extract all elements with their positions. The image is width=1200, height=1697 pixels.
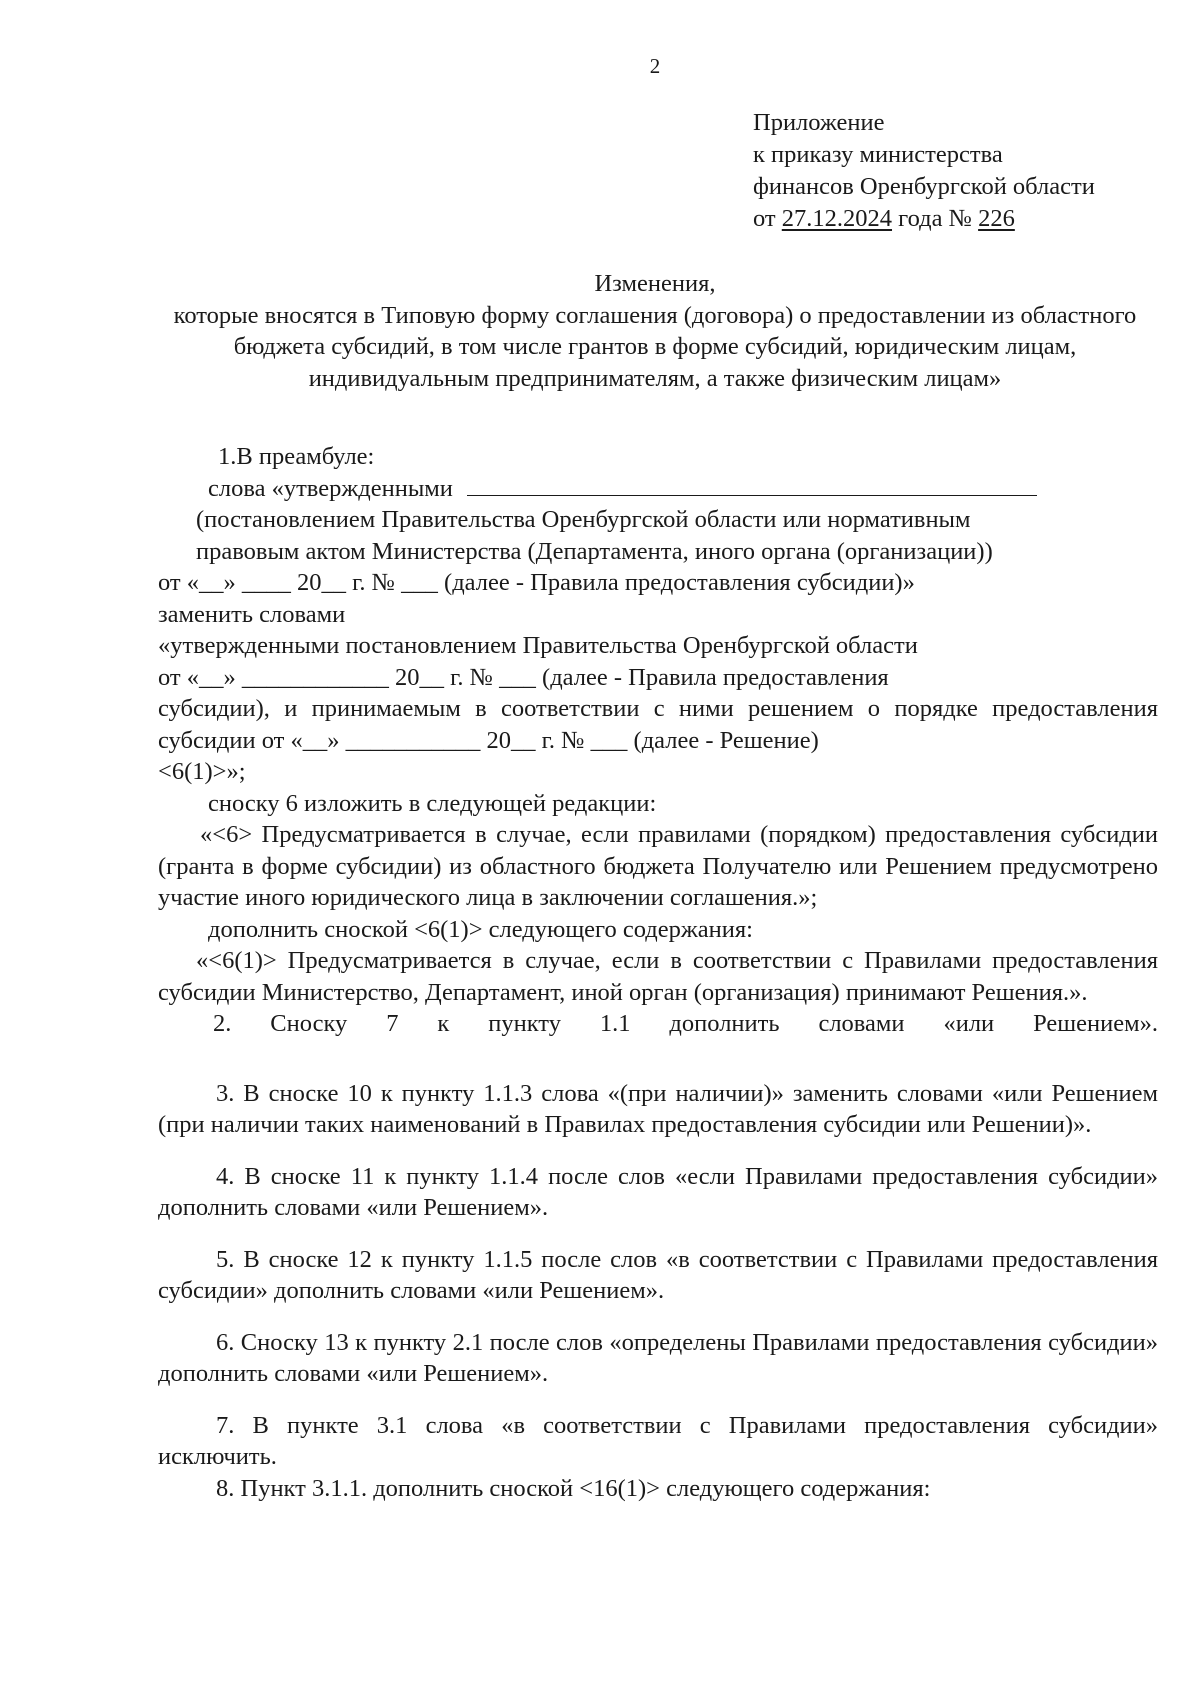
footnote-6-1-text: «<6(1)> Предусматривается в случае, если в соответствии с Правилами предоставления субсидии Министерство, Департамент, иной орган (организация) принимают Решения.». <box>158 947 1158 1006</box>
appendix-prefix: от <box>753 205 776 232</box>
appendix-middle: года № <box>898 205 972 232</box>
item-1-new-3: субсидии), и принимаемым в соответствии с ними решением о порядке предоставления субсидии от «__» ___________ 20__ г. № ___ (далее - Решение) <box>158 695 1158 754</box>
appendix-line-4 <box>753 203 1095 235</box>
footnote-6-text: «<6> Предусматривается в случае, если правилами (порядком) предоставления субсидии (гранта в форме субсидии) из областного бюджета Получателю или Решением предусмотрено участие иного юридического лица в заключении соглашения.»; <box>158 821 1158 911</box>
appendix-line-3: финансов Оренбургской области <box>753 173 1095 200</box>
document-body <box>158 441 1158 1504</box>
item-1-words-text: слова «утвержденными <box>208 474 453 502</box>
title-text: которые вносятся в Типовую форму соглашения (договора) о предоставлении из областного бюджета субсидий, в том числе грантов в форме субсидий, юридическим лицам, индивидуальным предпринимателям, а также физическим лицам» <box>173 301 1137 392</box>
appendix-block <box>753 107 1095 235</box>
item-3: 3. В сноске 10 к пункту 1.1.3 слова «(при наличии)» заменить словами «или Решением (при наличии таких наименований в Правилах предоставления субсидии или Решении)». <box>158 1079 1158 1138</box>
item-5: 5. В сноске 12 к пункту 1.1.5 после слов «в соответствии с Правилами предоставления субсидии» дополнить словами «или Решением». <box>158 1245 1158 1304</box>
item-1-date-line: от «__» ____ 20__ г. № ___ (далее - Правила предоставления субсидии)» <box>158 569 915 596</box>
blank-line <box>467 475 1037 496</box>
item-4: 4. В сноске 11 к пункту 1.1.4 после слов «если Правилами предоставления субсидии» дополнить словами «или Решением». <box>158 1162 1158 1221</box>
title-head: Изменения, <box>594 270 716 297</box>
item-6: 6. Сноску 13 к пункту 2.1 после слов «определены Правилами предоставления субсидии» дополнить словами «или Решением». <box>158 1328 1158 1387</box>
appendix-line-1: Приложение <box>753 109 885 136</box>
order-number: 226 <box>978 205 1015 232</box>
footnote-6-intro: сноску 6 изложить в следующей редакции: <box>208 789 657 817</box>
item-1-replace: заменить словами <box>158 600 346 628</box>
item-1-new-1: «утвержденными постановлением Правительства Оренбургской области <box>158 632 918 659</box>
item-1-new-4: <6(1)>»; <box>158 758 246 785</box>
item-1-new-2: от «__» ____________ 20__ г. № ___ (далее - Правила предоставления <box>158 663 889 691</box>
item-1-paren-1: (постановлением Правительства Оренбургской области или нормативным <box>196 506 971 533</box>
item-1-paren-2: правовым актом Министерства (Департамента, иного органа (организации)) <box>196 537 993 565</box>
appendix-line-2: к приказу министерства <box>753 141 1003 168</box>
item-7: 7. В пункте 3.1 слова «в соответствии с Правилами предоставления субсидии» исключить. <box>158 1411 1158 1470</box>
item-1-head: 1.В преамбуле: <box>218 443 375 470</box>
item-8: 8. Пункт 3.1.1. дополнить сноской <16(1)> следующего содержания: <box>216 1474 931 1502</box>
item-1-words <box>158 473 1158 505</box>
order-date: 27.12.2024 <box>781 205 893 232</box>
page-number: 2 <box>649 54 661 78</box>
footnote-6-1-intro: дополнить сноской <6(1)> следующего содержания: <box>208 915 753 943</box>
document-title <box>160 268 1150 394</box>
item-2: 2. Сноску 7 к пункту 1.1 дополнить словами «или Решением». <box>213 1010 1158 1037</box>
